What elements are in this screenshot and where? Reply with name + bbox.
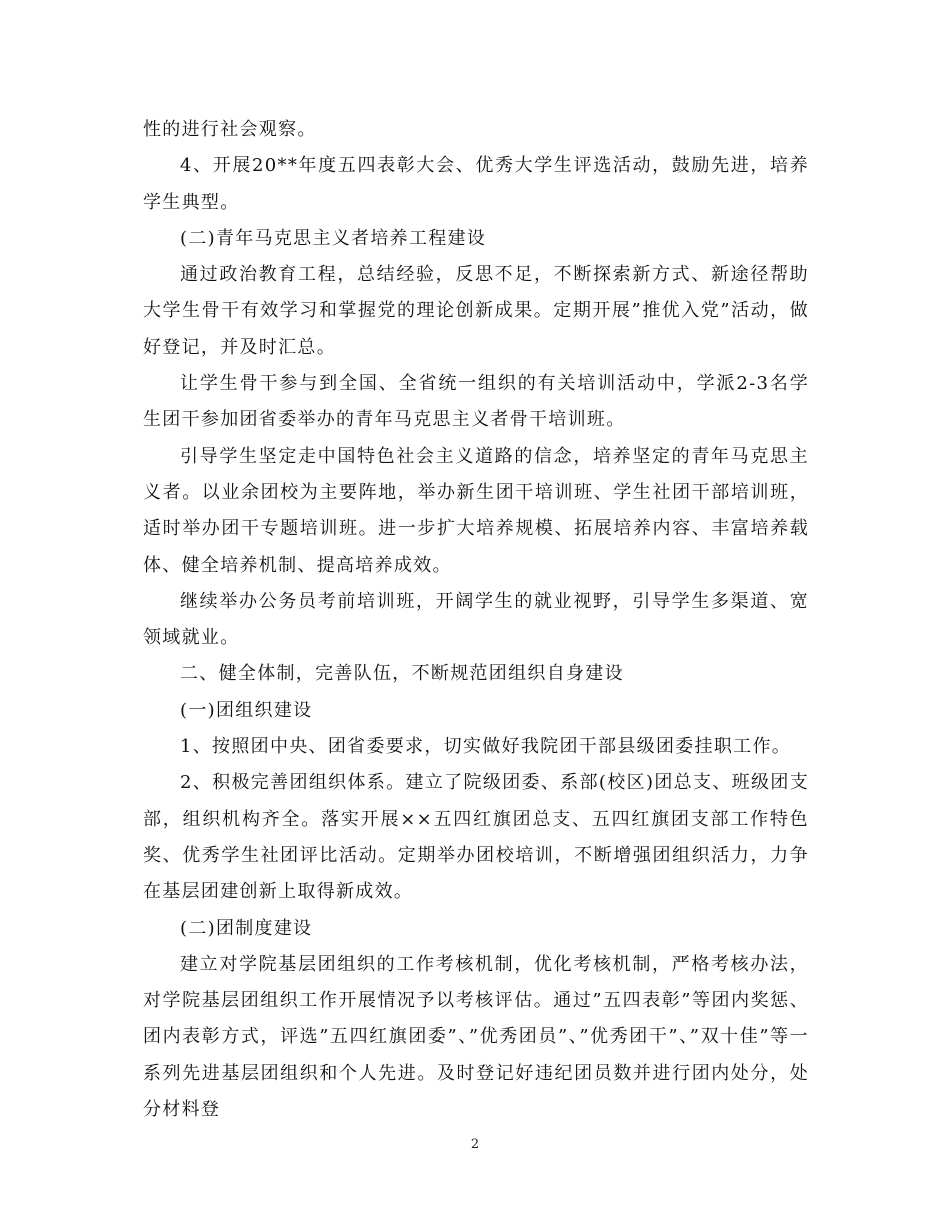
paragraph-training-activities: 让学生骨干参与到全国、全省统一组织的有关培训活动中，学派2-3名学生团干参加团省委举办的青年马克思主义者骨干培训班。 bbox=[143, 373, 809, 431]
paragraph-item-2: 2、积极完善团组织体系。建立了院级团委、系部(校区)团总支、班级团支部，组织机构齐全。落实开展××五四红旗团总支、五四红旗团支部工作特色奖、优秀学生社团评比活动。定期举办团校培训，不断增强团组织活力，力争在基层团建创新上取得新成效。 bbox=[143, 772, 809, 903]
paragraph-continuation: 性的进行社会观察。 bbox=[143, 119, 317, 140]
paragraph-political-education: 通过政治教育工程，总结经验，反思不足，不断探索新方式、新途径帮助大学生骨干有效学习和掌握党的理论创新成果。定期开展”推优入党”活动，做好登记，并及时汇总。 bbox=[143, 264, 809, 358]
document-body bbox=[143, 112, 809, 1128]
section-heading-system-building: 二、健全体制，完善队伍，不断规范团组织自身建设 bbox=[180, 663, 624, 685]
page-number: 2 bbox=[470, 1137, 480, 1152]
subsection-heading-organization: (一)团组织建设 bbox=[180, 699, 313, 721]
section-heading-youth-marxist: (二)青年马克思主义者培养工程建设 bbox=[180, 227, 487, 249]
paragraph-item-4: 4、开展20**年度五四表彰大会、优秀大学生评选活动，鼓励先进，培养学生典型。 bbox=[143, 155, 809, 213]
subsection-heading-rules: (二)团制度建设 bbox=[180, 917, 313, 939]
paragraph-guide-students: 引导学生坚定走中国特色社会主义道路的信念，培养坚定的青年马克思主义者。以业余团校为主要阵地，举办新生团干培训班、学生社团干部培训班，适时举办团干专题培训班。进一步扩大培养规模、拓展培养内容、丰富培养载体、健全培养机制、提高培养成效。 bbox=[143, 445, 809, 576]
paragraph-assessment-mechanism: 建立对学院基层团组织的工作考核机制，优化考核机制，严格考核办法，对学院基层团组织工作开展情况予以考核评估。通过”五四表彰”等团内奖惩、团内表彰方式，评选”五四红旗团委”、”优秀团员”、”优秀团干”、”双十佳”等一系列先进基层团组织和个人先进。及时登记好违纪团员数并进行团内处分，处分材料登 bbox=[143, 953, 809, 1121]
paragraph-civil-service-training: 继续举办公务员考前培训班，开阔学生的就业视野，引导学生多渠道、宽领域就业。 bbox=[143, 590, 809, 649]
paragraph-item-1: 1、按照团中央、团省委要求，切实做好我院团干部县级团委挂职工作。 bbox=[180, 736, 792, 758]
